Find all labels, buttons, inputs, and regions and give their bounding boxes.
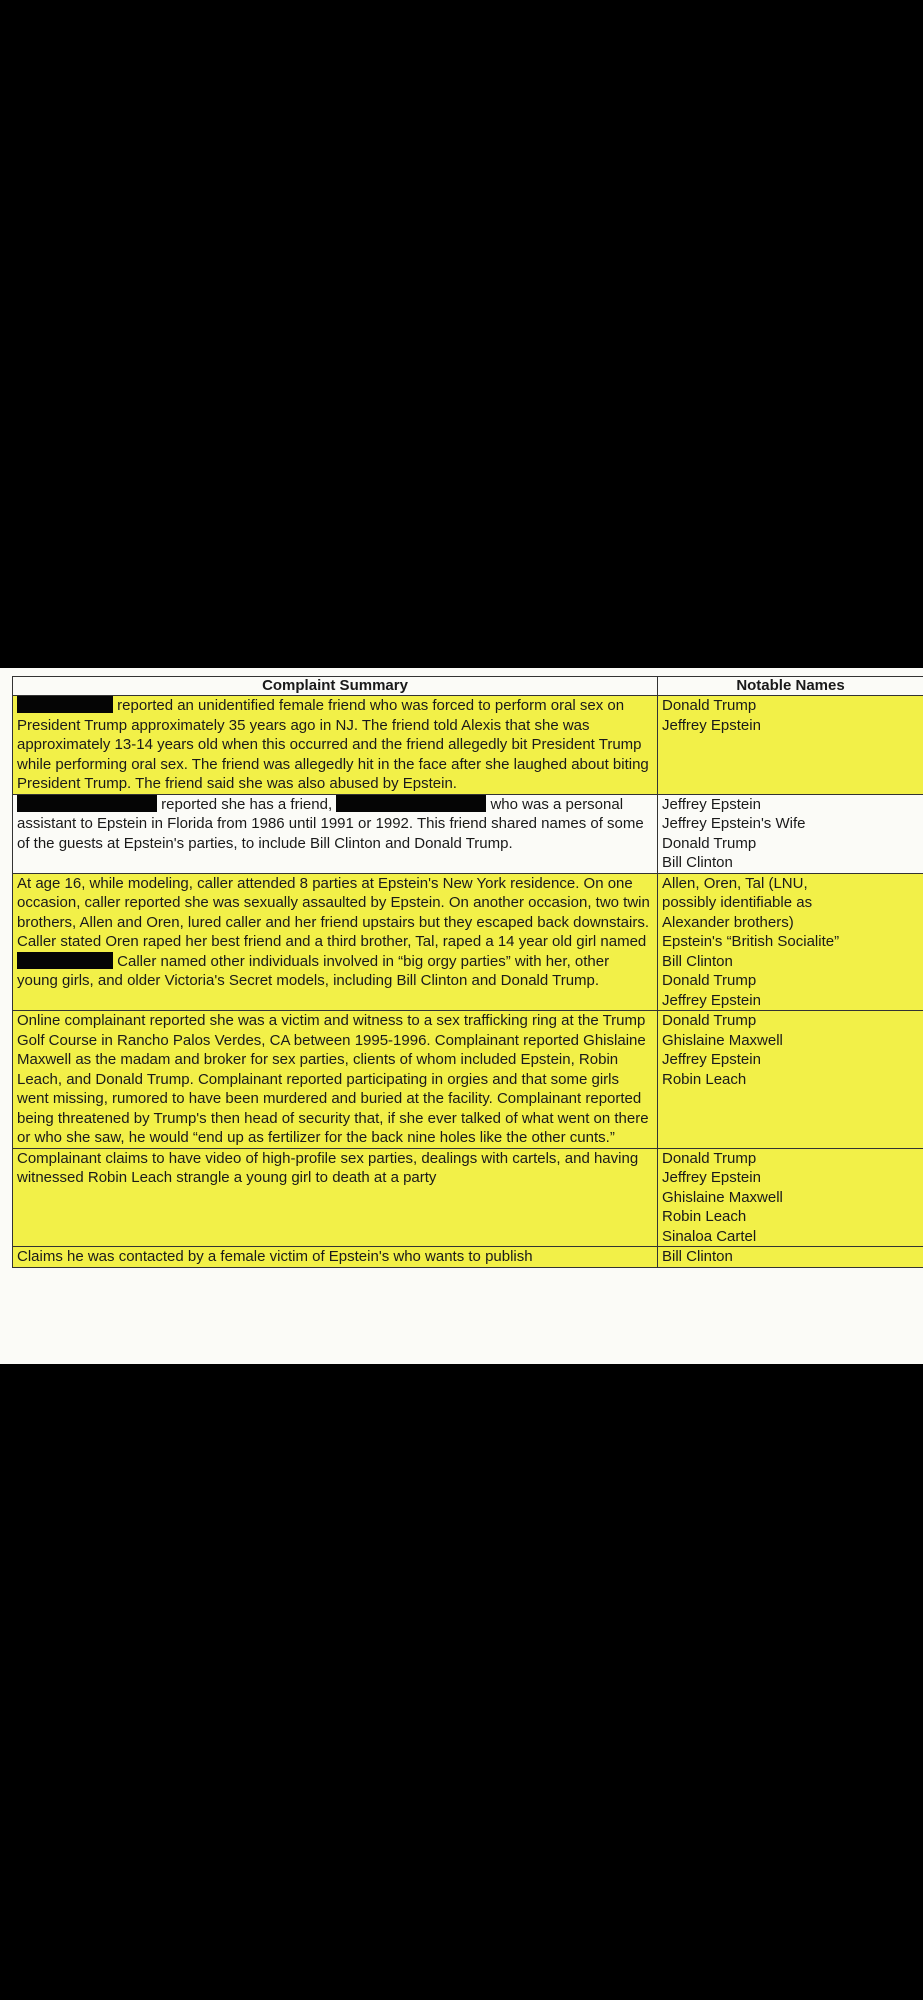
notable-name: possibly identifiable as xyxy=(662,894,813,911)
notable-name: Sinaloa Cartel xyxy=(662,1227,757,1245)
notable-name: Allen, Oren, Tal (LNU, xyxy=(662,874,808,892)
header-complaint-summary: Complaint Summary xyxy=(13,677,658,696)
notable-name: Epstein's “British Socialite” xyxy=(662,933,840,950)
notable-name: Donald Trump xyxy=(662,697,757,714)
summary-text: Online complainant reported she was a victim and witness to a sex trafficking ring at the Trump Golf Course in Rancho Palos Verdes, CA between 1995-1996. Complainant reported Ghislaine Maxwell as the madam and broker for sex parties, clients of whom included Epstein, Robin Leach, and Donald Trump. Complainant reported participating in orgies and that some girls went missing, rumored to have been murdered and buried at the facility. Complainant reported being threatened by Trump's then head of security that, if she ever talked of what went on there or who she saw, he would “end up as fertilizer for the back nine holes like the other cunts.” xyxy=(17,1012,649,1146)
table-row xyxy=(13,1011,923,1149)
summary-cell xyxy=(13,1148,658,1247)
names-cell xyxy=(658,794,923,873)
notable-name: Donald Trump xyxy=(662,834,757,852)
notable-name: Bill Clinton xyxy=(662,854,733,871)
table-row xyxy=(13,696,923,795)
summary-cell xyxy=(13,1011,658,1149)
summary-text: Caller named other individuals involved in “big orgy parties” with her, other young girls, and older Victoria's Secret models, including Bill Clinton and Donald Trump. xyxy=(17,952,610,989)
header-row xyxy=(13,677,923,696)
table-row xyxy=(13,1148,923,1247)
notable-name: Bill Clinton xyxy=(662,952,733,970)
notable-name: Bill Clinton xyxy=(662,1248,733,1265)
names-cell xyxy=(658,696,923,795)
notable-name: Jeffrey Epstein xyxy=(662,991,761,1009)
notable-name: Jeffrey Epstein xyxy=(662,795,761,813)
summary-text: Claims he was contacted by a female victim of Epstein's who wants to publish xyxy=(17,1248,533,1265)
document-page xyxy=(0,668,923,1364)
notable-name: Alexander brothers) xyxy=(662,913,794,931)
notable-name: Donald Trump xyxy=(662,1012,757,1029)
summary-cell xyxy=(13,873,658,1011)
summary-cell xyxy=(13,794,658,873)
names-cell xyxy=(658,1148,923,1247)
table-row xyxy=(13,1247,923,1268)
notable-name: Donald Trump xyxy=(662,972,757,989)
redaction-bar xyxy=(17,795,157,812)
summary-text: reported an unidentified female friend who was forced to perform oral sex on President Trump approximately 35 years ago in NJ. The friend told Alexis that she was approximately 13-14 years old when this occurred and the friend allegedly bit President Trump while performing oral sex. The friend was allegedly hit in the face after she laughed about biting President Trump. The friend said she was also abused by Epstein. xyxy=(17,697,649,792)
summary-text: Complainant claims to have video of high-profile sex parties, dealings with cartels, and having witnessed Robin Leach strangle a young girl to death at a party xyxy=(17,1149,639,1186)
notable-name: Donald Trump xyxy=(662,1149,757,1167)
summary-cell xyxy=(13,696,658,795)
summary-text: who was a personal assistant to Epstein in Florida from 1986 until 1991 or 1992. This friend shared names of some of the guests at Epstein's parties, to include Bill Clinton and Donald Trump. xyxy=(17,795,644,852)
redaction-bar xyxy=(17,952,113,969)
summary-text: reported she has a friend, xyxy=(161,795,333,813)
header-notable-names: Notable Names xyxy=(658,677,923,696)
table-row xyxy=(13,873,923,1011)
notable-name: Ghislaine Maxwell xyxy=(662,1188,783,1206)
table-row xyxy=(13,794,923,873)
notable-name: Jeffrey Epstein xyxy=(662,1169,761,1186)
notable-name: Robin Leach xyxy=(662,1208,747,1225)
notable-name: Jeffrey Epstein xyxy=(662,716,761,734)
summary-cell xyxy=(13,1247,658,1268)
notable-name: Ghislaine Maxwell xyxy=(662,1031,783,1049)
redaction-bar xyxy=(17,696,113,713)
notable-name: Robin Leach xyxy=(662,1070,747,1088)
summary-text: At age 16, while modeling, caller attended 8 parties at Epstein's New York residence. On one occasion, caller reported she was sexually assaulted by Epstein. On another occasion, two twin brothers, Allen and Oren, lured caller and her friend upstairs but they escaped back downstairs. Caller stated Oren raped her best friend and a third brother, Tal, raped a 14 year old girl named xyxy=(17,874,650,950)
names-cell xyxy=(658,1247,923,1268)
notable-name: Jeffrey Epstein xyxy=(662,1051,761,1068)
notable-name: Jeffrey Epstein's Wife xyxy=(662,815,806,832)
redaction-bar xyxy=(336,795,486,812)
names-cell xyxy=(658,873,923,1011)
complaint-table xyxy=(12,676,923,1268)
names-cell xyxy=(658,1011,923,1149)
